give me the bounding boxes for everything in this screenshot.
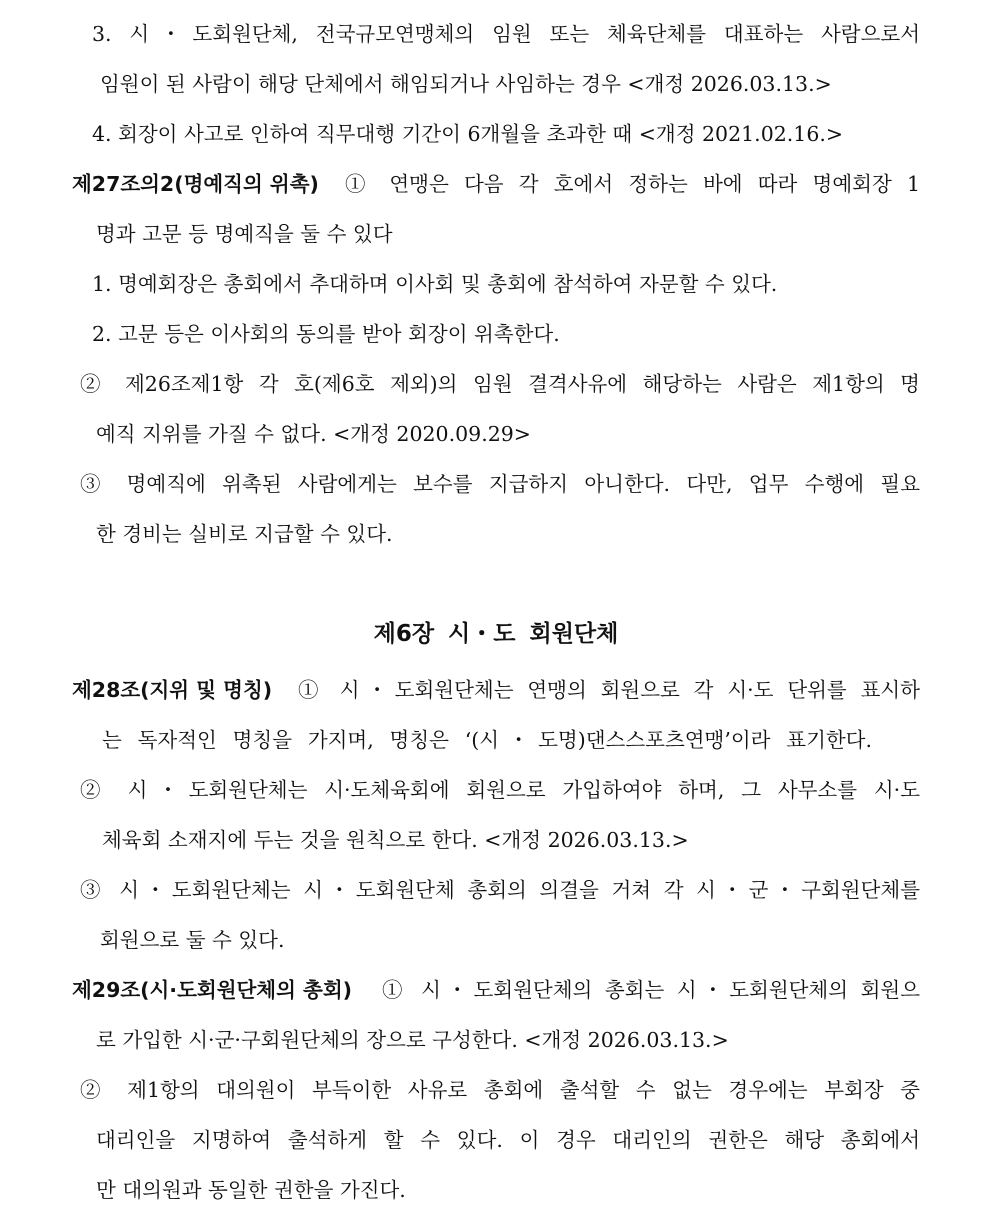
article-29-line-2 (0, 1020, 992, 1060)
article-27-2-item-1 (0, 264, 992, 304)
article-27-2-line-2 (0, 214, 992, 254)
article-29-para-2-line-1 (0, 1070, 992, 1110)
article-27-2-para-3-line-2 (0, 514, 992, 554)
line-text: 회원으로 둘 수 있다. (100, 928, 285, 952)
line-text: ③ 명예직에 위촉된 사람에게는 보수를 지급하지 아니한다. 다만, 업무 수행에 필요 (80, 472, 920, 496)
article-27-2-para-3-line-1 (0, 464, 992, 504)
article-heading: 제27조의2(명예직의 위촉) (72, 172, 319, 196)
line-text: 4. 회장이 사고로 인하여 직무대행 기간이 6개월을 초과한 때 <개정 2021.02.16.> (92, 122, 844, 146)
chapter-title: 제6장 시・도 회원단체 (373, 621, 619, 647)
article-27-2-item-2 (0, 314, 992, 354)
line-text: 2. 고문 등은 이사회의 동의를 받아 회장이 위촉한다. (92, 322, 560, 346)
line-text: ② 제1항의 대의원이 부득이한 사유로 총회에 출석할 수 없는 경우에는 부회장 중 (80, 1078, 920, 1102)
line-text: 명과 고문 등 명예직을 둘 수 있다 (96, 222, 393, 246)
line-text: 3. 시・도회원단체, 전국규모연맹체의 임원 또는 체육단체를 대표하는 사람으로서 (92, 22, 920, 46)
article-27-2-para-2-line-1 (0, 364, 992, 404)
article-28-para-3-line-2 (0, 920, 992, 960)
line-text: 1. 명예회장은 총회에서 추대하며 이사회 및 총회에 참석하여 자문할 수 있다. (92, 272, 778, 296)
article-28-para-2-line-2 (0, 820, 992, 860)
line-text: ② 제26조제1항 각 호(제6호 제외)의 임원 결격사유에 해당하는 사람은 제1항의 명 (80, 372, 920, 396)
article-28-para-2-line-1 (0, 770, 992, 810)
line-text: 대리인을 지명하여 출석하게 할 수 있다. 이 경우 대리인의 권한은 해당 총회에서 (96, 1128, 920, 1152)
line-text: 예직 지위를 가질 수 없다. <개정 2020.09.29> (96, 422, 531, 446)
article-28-line-1 (0, 670, 992, 710)
article-29-line-1 (0, 970, 992, 1010)
line-text: 체육회 소재지에 두는 것을 원칙으로 한다. <개정 2026.03.13.> (102, 828, 689, 852)
line-text: 임원이 된 사람이 해당 단체에서 해임되거나 사임하는 경우 <개정 2026.03.13.> (100, 72, 832, 96)
article-27-2-line-1 (0, 164, 992, 204)
line-text: ① 연맹은 다음 각 호에서 정하는 바에 따라 명예회장 1 (345, 172, 920, 196)
article-28-para-3-line-1 (0, 870, 992, 910)
article-26-item-3-line-2 (0, 64, 992, 104)
line-text: 한 경비는 실비로 지급할 수 있다. (96, 522, 393, 546)
article-27-2-para-2-line-2 (0, 414, 992, 454)
line-text: ③ 시・도회원단체는 시・도회원단체 총회의 의결을 거쳐 각 시・군・구회원단체를 (80, 878, 920, 902)
article-26-item-3-line-1 (0, 14, 992, 54)
article-29-para-2-line-2 (0, 1120, 992, 1160)
article-29-para-2-line-3 (0, 1170, 992, 1210)
line-text: 만 대의원과 동일한 권한을 가진다. (96, 1178, 406, 1202)
line-text: 는 독자적인 명칭을 가지며, 명칭은 ‘(시・도명)댄스스포츠연맹’이라 표기한다. (102, 728, 872, 752)
line-text: 로 가입한 시·군·구회원단체의 장으로 구성한다. <개정 2026.03.13.> (96, 1028, 729, 1052)
line-text: ① 시・도회원단체는 연맹의 회원으로 각 시·도 단위를 표시하 (298, 678, 920, 702)
article-heading: 제29조(시·도회원단체의 총회) (72, 978, 353, 1002)
line-text: ① 시・도회원단체의 총회는 시・도회원단체의 회원으 (382, 978, 920, 1002)
article-26-item-4 (0, 114, 992, 154)
article-heading: 제28조(지위 및 명칭) (72, 678, 273, 702)
article-28-line-2 (0, 720, 992, 760)
line-text: ② 시・도회원단체는 시·도체육회에 회원으로 가입하여야 하며, 그 사무소를 시·도 (80, 778, 920, 802)
